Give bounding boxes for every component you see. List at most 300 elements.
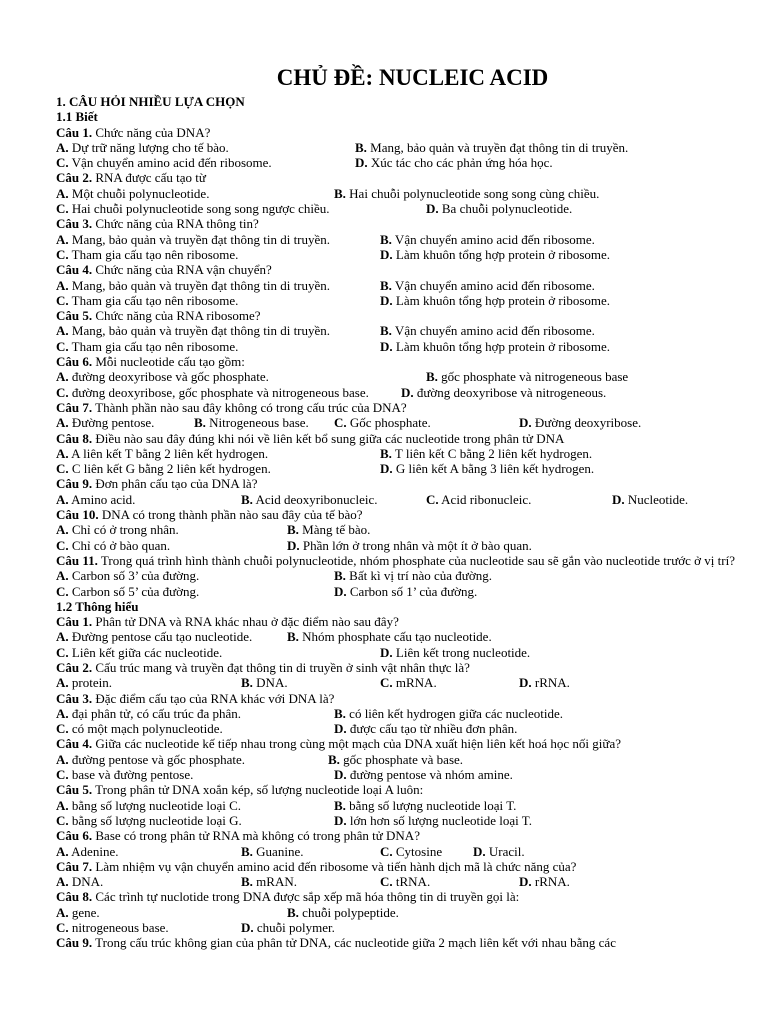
question-stem: [56, 400, 739, 415]
answer-text: Hai chuỗi polynucleotide song song cùng chiều.: [345, 185, 600, 201]
answer-text: Cytosine: [392, 843, 443, 859]
answer-letter: B.: [355, 139, 367, 155]
answer-option: [56, 339, 238, 354]
question-text: Các trình tự nuclotide trong DNA được sắp xếp mã hóa thông tin di truyền gọi là:: [92, 889, 520, 905]
question-text: Chức năng của RNA ribosome?: [92, 308, 261, 324]
answer-row: [56, 706, 739, 721]
answer-text: Xúc tác cho các phản ứng hóa học.: [367, 155, 553, 171]
answer-option: [519, 415, 641, 430]
answer-option: [56, 278, 330, 293]
question-text: Cấu trúc mang và truyền đạt thông tin di truyền ở sinh vật nhân thực là?: [92, 659, 470, 675]
answer-option: [56, 538, 170, 553]
answer-option: [334, 186, 599, 201]
answer-letter: B.: [241, 843, 253, 859]
answer-letter: A.: [56, 797, 69, 813]
answer-row: [56, 461, 739, 476]
question-label: Câu 5.: [56, 782, 93, 798]
answer-text: Carbon số 5’ của đường.: [68, 583, 200, 599]
answer-text: rRNA.: [531, 675, 570, 691]
answer-text: Carbon số 1’ của đường.: [346, 583, 478, 599]
answer-letter: C.: [56, 338, 69, 354]
answer-letter: C.: [56, 537, 69, 553]
answer-row: [56, 752, 739, 767]
answer-option: [334, 798, 516, 813]
answer-letter: A.: [56, 705, 69, 721]
question-text: RNA được cấu tạo từ: [92, 170, 206, 186]
answer-option: [241, 492, 377, 507]
answer-option: [56, 874, 103, 889]
answer-option: [56, 706, 241, 721]
answer-option: [334, 721, 517, 736]
answer-row: [56, 278, 739, 293]
answer-option: [334, 568, 492, 583]
answer-text: đại phân tử, có cấu trúc đa phân.: [68, 705, 242, 721]
answer-letter: B.: [380, 445, 392, 461]
answer-option: [380, 278, 595, 293]
answer-letter: B.: [287, 629, 299, 645]
answer-text: Hai chuỗi polynucleotide song song ngược chiều.: [68, 201, 330, 217]
question-label: Câu 8.: [56, 430, 93, 446]
answer-letter: A.: [56, 277, 69, 293]
answer-option: [241, 874, 297, 889]
answer-option: [56, 675, 112, 690]
question-stem: [56, 553, 739, 568]
question-text: Chức năng của RNA thông tin?: [92, 216, 259, 232]
answer-text: Đường pentose cấu tạo nucleotide.: [68, 629, 253, 645]
answer-text: Guanine.: [252, 843, 304, 859]
answer-text: bằng số lượng nucleotide loại G.: [68, 812, 242, 828]
question-label: Câu 3.: [56, 690, 93, 706]
answer-option: [56, 844, 118, 859]
answer-row: [56, 492, 739, 507]
answer-row: [56, 293, 739, 308]
answer-option: [56, 629, 252, 644]
answer-letter: C.: [56, 920, 69, 936]
answer-option: [56, 461, 271, 476]
answer-row: [56, 186, 739, 201]
answer-letter: D.: [519, 675, 532, 691]
question-stem: [56, 859, 739, 874]
answer-letter: B.: [426, 369, 438, 385]
question-text: Thành phần nào sau đây không có trong cấu trúc của DNA?: [92, 399, 407, 415]
answer-letter: A.: [56, 491, 69, 507]
answer-letter: C.: [426, 491, 439, 507]
answer-row: [56, 140, 739, 155]
answer-option: [56, 920, 169, 935]
answer-text: chuỗi polymer.: [253, 920, 335, 936]
page-title: CHỦ ĐỀ: NUCLEIC ACID: [276, 65, 549, 90]
question-text: Điều nào sau đây đúng khi nói về liên kết bổ sung giữa các nucleotide trong phân tử DNA: [92, 430, 565, 446]
answer-text: Vận chuyển amino acid đến ribosome.: [391, 231, 595, 247]
answer-row: [56, 323, 739, 338]
answer-option: [241, 844, 303, 859]
answer-text: Acid deoxyribonucleic.: [252, 491, 378, 507]
answer-option: [56, 446, 268, 461]
answer-option: [426, 492, 531, 507]
answer-letter: B.: [241, 675, 253, 691]
answer-text: được cấu tạo từ nhiều đơn phân.: [346, 721, 518, 737]
answer-option: [334, 706, 563, 721]
answer-text: Liên kết trong nucleotide.: [392, 644, 531, 660]
answer-text: bằng số lượng nucleotide loại C.: [68, 797, 242, 813]
answer-text: Phần lớn ở trong nhân và một ít ở bào quan.: [299, 537, 532, 553]
answer-letter: D.: [380, 338, 393, 354]
answer-option: [426, 201, 572, 216]
answer-text: Làm khuôn tổng hợp protein ở ribosome.: [392, 338, 611, 354]
answer-text: DNA.: [252, 675, 288, 691]
question-stem: [56, 782, 739, 797]
answer-option: [241, 920, 335, 935]
answer-row: [56, 201, 739, 216]
answer-letter: A.: [56, 415, 69, 431]
answer-letter: D.: [401, 384, 414, 400]
answer-text: Ba chuỗi polynucleotide.: [438, 201, 573, 217]
answer-option: [287, 538, 532, 553]
question-stem: [56, 507, 739, 522]
answer-text: rRNA.: [531, 874, 570, 890]
answer-letter: D.: [473, 843, 486, 859]
answer-text: protein.: [68, 675, 112, 691]
question-label: Câu 7.: [56, 399, 93, 415]
answer-text: Gốc phosphate.: [346, 415, 431, 431]
question-label: Câu 3.: [56, 216, 93, 232]
answer-option: [380, 461, 594, 476]
question-stem: [56, 354, 739, 369]
question-stem: [56, 614, 739, 629]
answer-option: [287, 629, 492, 644]
answer-row: [56, 767, 739, 782]
answer-option: [56, 415, 154, 430]
answer-letter: A.: [56, 323, 69, 339]
answer-option: [380, 874, 430, 889]
answer-letter: B.: [380, 277, 392, 293]
answer-letter: C.: [56, 246, 69, 262]
answer-row: [56, 874, 739, 889]
answer-option: [380, 323, 595, 338]
answer-option: [519, 874, 570, 889]
answer-row: [56, 629, 739, 644]
answer-letter: A.: [56, 369, 69, 385]
answer-option: [56, 232, 330, 247]
answer-letter: D.: [287, 537, 300, 553]
answer-letter: D.: [519, 415, 532, 431]
question-text: Chức năng của RNA vận chuyển?: [92, 262, 272, 278]
answer-option: [56, 584, 199, 599]
answer-text: Adenine.: [68, 843, 119, 859]
question-stem: [56, 889, 739, 904]
answer-text: Dự trữ năng lượng cho tế bào.: [68, 139, 229, 155]
answer-row: [56, 369, 739, 384]
answer-option: [380, 293, 610, 308]
answer-letter: B.: [334, 568, 346, 584]
answer-text: gốc phosphate và base.: [339, 751, 464, 767]
answer-text: đường pentose và gốc phosphate.: [68, 751, 246, 767]
answer-option: [56, 385, 369, 400]
answer-letter: B.: [334, 185, 346, 201]
answer-text: Vận chuyển amino acid đến ribosome.: [68, 155, 272, 171]
answer-option: [328, 752, 463, 767]
answer-text: G liên kết A bằng 3 liên kết hydrogen.: [392, 461, 595, 477]
question-stem: [56, 125, 739, 140]
answer-letter: C.: [56, 155, 69, 171]
answer-text: Liên kết giữa các nucleotide.: [68, 644, 223, 660]
answer-text: bằng số lượng nucleotide loại T.: [345, 797, 517, 813]
answer-letter: A.: [56, 874, 69, 890]
answer-text: Nhóm phosphate cấu tạo nucleotide.: [298, 629, 492, 645]
answer-text: Amino acid.: [68, 491, 136, 507]
answer-text: base và đường pentose.: [68, 767, 194, 783]
question-label: Câu 10.: [56, 507, 99, 523]
answer-letter: D.: [380, 246, 393, 262]
answer-text: gene.: [68, 904, 100, 920]
answer-text: Mang, bảo quản và truyền đạt thông tin di truyền.: [68, 231, 331, 247]
answer-letter: A.: [56, 231, 69, 247]
answer-option: [56, 369, 269, 384]
answer-text: DNA.: [68, 874, 104, 890]
answer-letter: C.: [380, 675, 393, 691]
answer-row: [56, 538, 739, 553]
answer-text: Mang, bảo quản và truyền đạt thông tin di truyền.: [68, 323, 331, 339]
question-stem: [56, 431, 739, 446]
question-stem: [56, 262, 739, 277]
answer-letter: C.: [56, 292, 69, 308]
question-text: Đặc điểm cấu tạo của RNA khác với DNA là?: [92, 690, 335, 706]
answer-option: [380, 675, 437, 690]
question-text: Đơn phân cấu tạo của DNA là?: [92, 476, 258, 492]
answer-letter: A.: [56, 904, 69, 920]
answer-option: [56, 323, 330, 338]
answer-text: Tham gia cấu tạo nên ribosome.: [68, 292, 239, 308]
answer-option: [380, 446, 592, 461]
answer-text: Làm khuôn tổng hợp protein ở ribosome.: [392, 292, 611, 308]
answer-option: [612, 492, 688, 507]
answer-letter: C.: [56, 201, 69, 217]
answer-letter: C.: [380, 843, 393, 859]
answer-text: Đường pentose.: [68, 415, 155, 431]
question-label: Câu 4.: [56, 736, 93, 752]
answer-letter: B.: [287, 904, 299, 920]
answer-option: [56, 201, 330, 216]
answer-letter: D.: [334, 721, 347, 737]
answer-text: Bất kì vị trí nào của đường.: [345, 568, 492, 584]
answer-option: [355, 155, 553, 170]
answer-option: [334, 415, 431, 430]
answer-option: [334, 767, 513, 782]
answer-text: T liên kết C bằng 2 liên kết hydrogen.: [391, 445, 593, 461]
answer-letter: A.: [56, 675, 69, 691]
answer-text: Chỉ có ở bào quan.: [68, 537, 171, 553]
answer-letter: B.: [241, 491, 253, 507]
answer-letter: D.: [334, 767, 347, 783]
question-stem: [56, 170, 739, 185]
question-label: Câu 6.: [56, 354, 93, 370]
question-stem: [56, 828, 739, 843]
answer-letter: C.: [56, 812, 69, 828]
answer-letter: D.: [380, 292, 393, 308]
answer-option: [56, 767, 193, 782]
question-label: Câu 11.: [56, 552, 98, 568]
answer-option: [334, 584, 477, 599]
answer-row: [56, 232, 739, 247]
answer-letter: C.: [334, 415, 347, 431]
answer-letter: D.: [426, 201, 439, 217]
answer-row: [56, 905, 739, 920]
answer-text: lớn hơn số lượng nucleotide loại T.: [346, 812, 532, 828]
answer-option: [401, 385, 606, 400]
answer-row: [56, 155, 739, 170]
question-stem: [56, 736, 739, 751]
answer-row: [56, 339, 739, 354]
answer-text: Vận chuyển amino acid đến ribosome.: [391, 277, 595, 293]
answer-text: đường deoxyribose, gốc phosphate và nitrogeneous base.: [68, 384, 369, 400]
question-stem: [56, 308, 739, 323]
question-text: Trong quá trình hình thành chuỗi polynucleotide, nhóm phosphate của nucleotide sau sẽ gắn vào nucleotide trước ở vị trí?: [97, 552, 735, 568]
question-label: Câu 6.: [56, 828, 93, 844]
answer-letter: D.: [380, 644, 393, 660]
answer-letter: C.: [56, 644, 69, 660]
answer-option: [380, 247, 610, 262]
answer-row: [56, 584, 739, 599]
answer-text: mRAN.: [252, 874, 297, 890]
answer-row: [56, 675, 739, 690]
answer-option: [56, 905, 100, 920]
answer-row: [56, 415, 739, 430]
answer-text: Tham gia cấu tạo nên ribosome.: [68, 338, 239, 354]
answer-option: [355, 140, 628, 155]
question-text: Trong phân tử DNA xoắn kép, số lượng nucleotide loại A luôn:: [92, 782, 424, 798]
answer-letter: B.: [380, 323, 392, 339]
question-label: Câu 1.: [56, 614, 93, 630]
answer-letter: C.: [56, 384, 69, 400]
question-label: Câu 2.: [56, 170, 93, 186]
question-stem: [56, 216, 739, 231]
answer-row: [56, 721, 739, 736]
answer-letter: C.: [56, 583, 69, 599]
question-text: Base có trong phân tử RNA mà không có trong phân tử DNA?: [92, 828, 420, 844]
answer-text: A liên kết T bằng 2 liên kết hydrogen.: [68, 445, 269, 461]
answer-text: Làm khuôn tổng hợp protein ở ribosome.: [392, 246, 611, 262]
answer-letter: D.: [519, 874, 532, 890]
answer-text: Chỉ có ở trong nhân.: [68, 522, 179, 538]
answer-option: [56, 721, 223, 736]
question-list-biet: [56, 125, 739, 599]
answer-letter: D.: [612, 491, 625, 507]
answer-row: [56, 446, 739, 461]
answer-letter: B.: [380, 231, 392, 247]
answer-text: Uracil.: [485, 843, 525, 859]
answer-option: [426, 369, 628, 384]
answer-option: [56, 813, 242, 828]
answer-text: đường deoxyribose và gốc phosphate.: [68, 369, 269, 385]
answer-letter: A.: [56, 843, 69, 859]
answer-option: [380, 645, 530, 660]
answer-text: Màng tế bào.: [298, 522, 371, 538]
answer-option: [380, 232, 595, 247]
question-text: Mỗi nucleotide cấu tạo gồm:: [92, 354, 245, 370]
section-heading: 1. CÂU HỎI NHIỀU LỰA CHỌN: [56, 94, 245, 109]
question-stem: [56, 691, 739, 706]
answer-option: [56, 798, 241, 813]
answer-row: [56, 247, 739, 262]
question-stem: [56, 476, 739, 491]
answer-letter: A.: [56, 751, 69, 767]
answer-letter: A.: [56, 139, 69, 155]
answer-text: Vận chuyển amino acid đến ribosome.: [391, 323, 595, 339]
question-label: Câu 9.: [56, 935, 93, 951]
answer-row: [56, 385, 739, 400]
answer-option: [473, 844, 525, 859]
answer-text: Acid ribonucleic.: [438, 491, 532, 507]
answer-text: Mang, bảo quản và truyền đạt thông tin di truyền.: [68, 277, 331, 293]
question-text: Chức năng của DNA?: [92, 124, 211, 140]
answer-letter: B.: [334, 797, 346, 813]
answer-text: gốc phosphate và nitrogeneous base: [437, 369, 629, 385]
answer-text: Nitrogeneous base.: [205, 415, 309, 431]
answer-option: [56, 492, 135, 507]
answer-text: có liên kết hydrogen giữa các nucleotide.: [345, 705, 564, 721]
answer-row: [56, 920, 739, 935]
answer-letter: A.: [56, 568, 69, 584]
answer-text: tRNA.: [392, 874, 431, 890]
subsection-heading-thong-hieu: 1.2 Thông hiểu: [56, 598, 139, 614]
answer-row: [56, 568, 739, 583]
answer-option: [334, 813, 532, 828]
answer-row: [56, 844, 739, 859]
question-list-thong-hieu: [56, 614, 739, 951]
answer-option: [56, 186, 209, 201]
answer-letter: B.: [328, 751, 340, 767]
answer-letter: B.: [241, 874, 253, 890]
question-stem: [56, 935, 739, 950]
answer-letter: D.: [355, 155, 368, 171]
question-label: Câu 2.: [56, 659, 93, 675]
answer-text: mRNA.: [392, 675, 437, 691]
answer-option: [56, 140, 229, 155]
answer-text: đường pentose và nhóm amine.: [346, 767, 513, 783]
answer-option: [56, 645, 222, 660]
question-text: Giữa các nucleotide kế tiếp nhau trong cùng một mạch của DNA xuất hiện liên kết hoá học nối giữa?: [92, 736, 621, 752]
question-label: Câu 1.: [56, 124, 93, 140]
answer-option: [194, 415, 309, 430]
answer-text: Một chuỗi polynucleotide.: [68, 185, 210, 201]
answer-letter: B.: [334, 705, 346, 721]
question-text: Trong cấu trúc không gian của phân tử DNA, các nucleotide giữa 2 mạch liên kết với nhau bằng các: [92, 935, 616, 951]
answer-letter: B.: [194, 415, 206, 431]
answer-option: [56, 522, 179, 537]
question-stem: [56, 660, 739, 675]
document-page: [56, 64, 739, 951]
subsection-heading-biet: 1.1 Biết: [56, 109, 98, 125]
answer-letter: D.: [380, 461, 393, 477]
question-text: DNA có trong thành phần nào sau đây của tế bào?: [98, 507, 363, 523]
answer-text: có một mạch polynucleotide.: [68, 721, 223, 737]
answer-text: Tham gia cấu tạo nên ribosome.: [68, 246, 239, 262]
answer-letter: C.: [380, 874, 393, 890]
answer-option: [56, 752, 245, 767]
question-text: Làm nhiệm vụ vận chuyển amino acid đến ribosome và tiến hành dịch mã là chức năng của?: [92, 858, 577, 874]
answer-row: [56, 813, 739, 828]
answer-letter: A.: [56, 629, 69, 645]
answer-text: Đường deoxyribose.: [531, 415, 642, 431]
answer-row: [56, 798, 739, 813]
answer-text: chuỗi polypeptide.: [298, 904, 399, 920]
answer-letter: D.: [334, 583, 347, 599]
answer-letter: D.: [334, 812, 347, 828]
question-label: Câu 9.: [56, 476, 93, 492]
answer-option: [380, 339, 610, 354]
answer-option: [519, 675, 570, 690]
answer-letter: A.: [56, 185, 69, 201]
